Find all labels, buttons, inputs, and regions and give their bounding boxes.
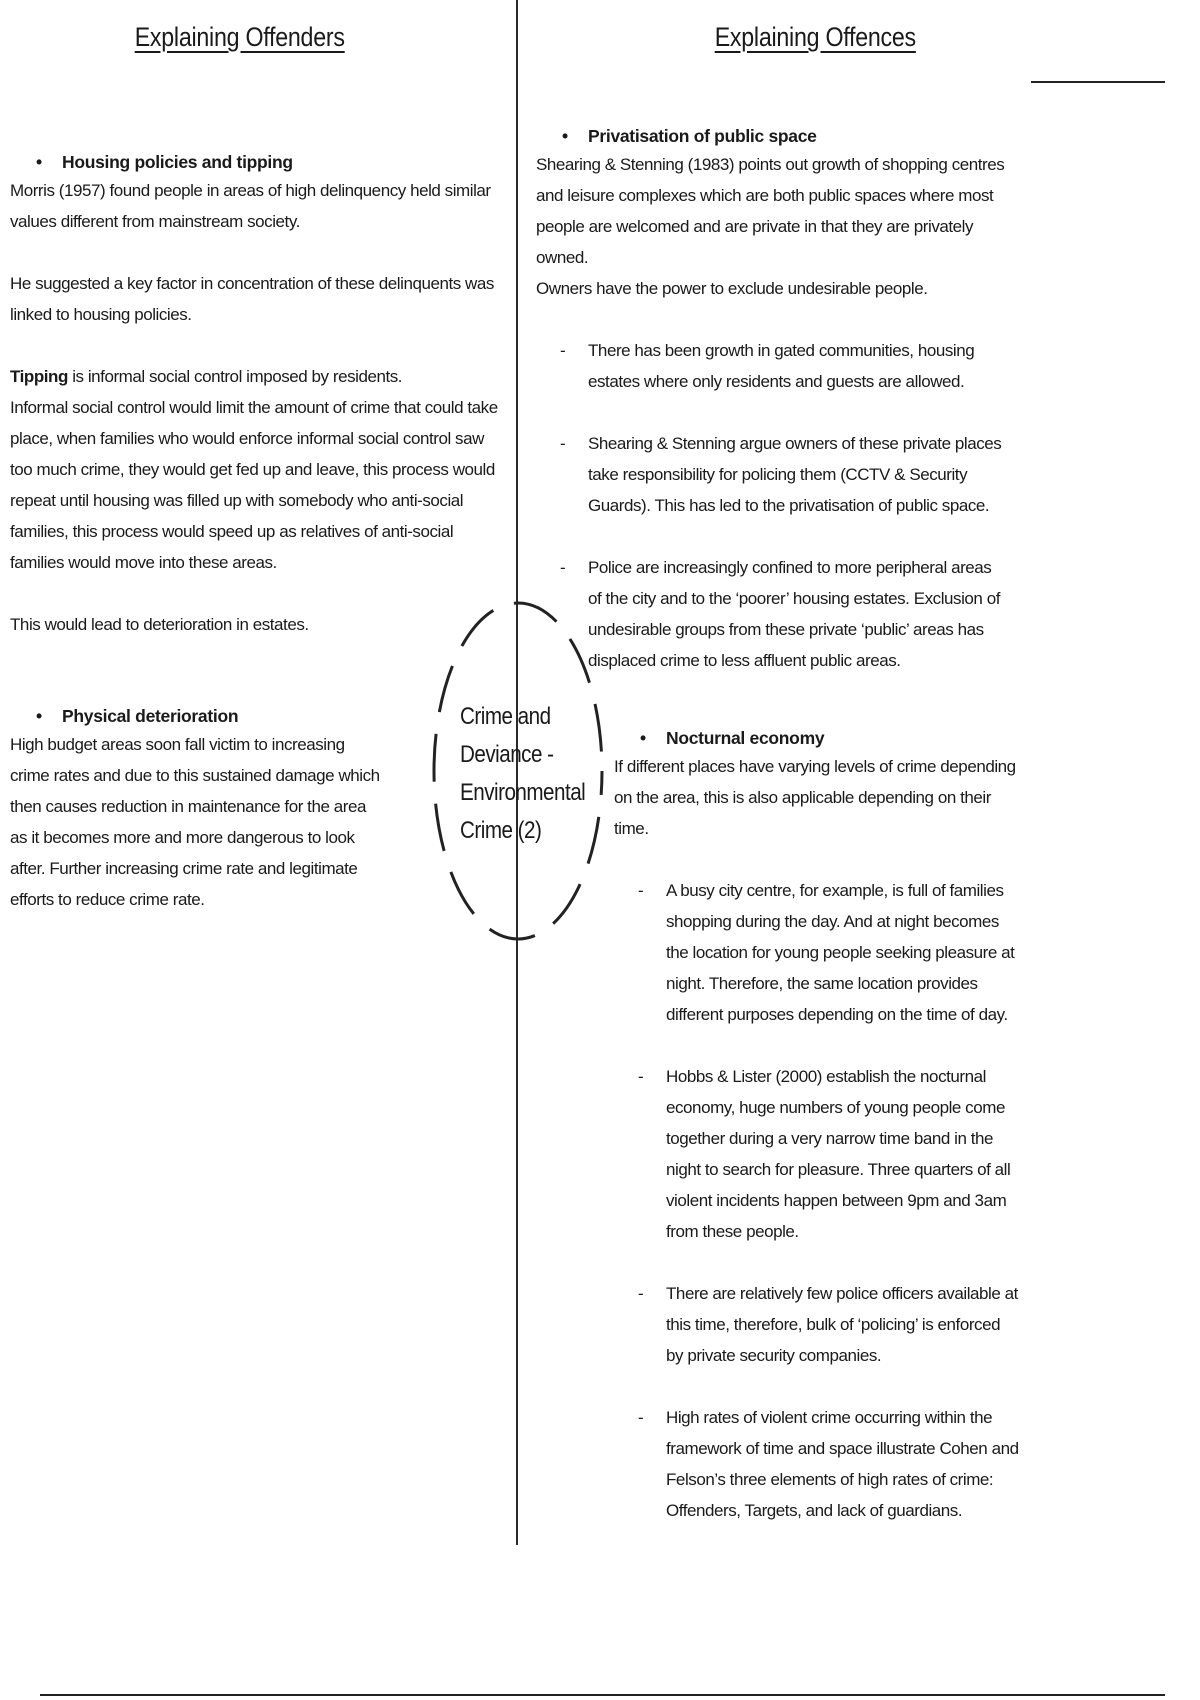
sub-point: - Shearing & Stenning argue owners of these private places take responsibility for policing them (CCTV & Security Guards). This has led to the privatisation of public space. <box>588 428 1008 521</box>
section-title: • Nocturnal economy <box>614 725 1024 751</box>
dash-icon: - <box>638 1408 644 1427</box>
bullet-icon: • <box>36 706 42 726</box>
sub-point: - There has been growth in gated communities, housing estates where only residents and guests are allowed. <box>588 335 1008 397</box>
section-title: • Privatisation of public space <box>536 123 1016 149</box>
top-right-rule <box>1031 81 1165 83</box>
left-section-deterioration <box>10 703 380 915</box>
bullet-icon: • <box>36 152 42 172</box>
dash-icon: - <box>560 434 566 453</box>
right-heading: Explaining Offences <box>714 22 916 52</box>
dash-icon: - <box>638 1284 644 1303</box>
paragraph: Shearing & Stenning (1983) points out growth of shopping centres and leisure complexes which are both public spaces where most people are welcomed and are private in that they are privately owned. <box>536 155 1005 267</box>
sub-point: - There are relatively few police officers available at this time, therefore, bulk of ‘policing’ is enforced by private security companies. <box>666 1278 1021 1371</box>
center-title: Crime and Deviance - Environmental Crime (2) <box>460 703 586 844</box>
section-title: • Physical deterioration <box>10 703 380 729</box>
sub-point: - Hobbs & Lister (2000) establish the nocturnal economy, huge numbers of young people come together during a very narrow time band in the night to search for pleasure. Three quarters of all violent incidents happen between 9pm and 3am from these people. <box>666 1061 1021 1247</box>
paragraph: If different places have varying levels of crime depending on the area, this is also applicable depending on their time. <box>614 757 1016 838</box>
sub-points <box>638 875 1021 1526</box>
sub-point: - High rates of violent crime occurring within the framework of time and space illustrate Cohen and Felson’s three elements of high rates of crime: Offenders, Targets, and lack of guardians. <box>666 1402 1021 1526</box>
right-section-privatisation <box>536 123 1016 676</box>
left-heading: Explaining Offenders <box>134 22 345 52</box>
bullet-icon: • <box>562 126 568 146</box>
paragraph: High budget areas soon fall victim to increasing crime rates and due to this sustained damage which then causes reduction in maintenance for the area as it becomes more and more dangerous to look after. Further increasing crime rate and legitimate efforts to reduce crime rate. <box>10 735 380 909</box>
paragraph: He suggested a key factor in concentration of these delinquents was linked to housing policies. <box>10 274 494 324</box>
bullet-icon: • <box>640 728 646 748</box>
paragraph: Owners have the power to exclude undesirable people. <box>536 279 928 298</box>
sub-point: - A busy city centre, for example, is full of families shopping during the day. And at night becomes the location for young people seeking pleasure at night. Therefore, the same location provides different purposes depending on the time of day. <box>666 875 1021 1030</box>
paragraph: Morris (1957) found people in areas of high delinquency held similar values different from mainstream society. <box>10 181 491 231</box>
sub-points <box>560 335 1008 676</box>
dash-icon: - <box>560 341 566 360</box>
term-tipping: Tipping <box>10 367 68 386</box>
bottom-rule <box>40 1694 1165 1696</box>
paragraph: Informal social control would limit the amount of crime that could take place, when families who would enforce informal social control saw too much crime, they would get fed up and leave, this process would repeat until housing was filled up with somebody who anti-social families, this process would speed up as relatives of anti-social families would move into these areas. <box>10 398 498 572</box>
dash-icon: - <box>560 558 566 577</box>
left-section-housing <box>10 149 498 640</box>
right-section-nocturnal <box>614 725 1024 1526</box>
paragraph: This would lead to deterioration in estates. <box>10 615 309 634</box>
dash-icon: - <box>638 1067 644 1086</box>
dash-icon: - <box>638 881 644 900</box>
paragraph: Tipping is informal social control imposed by residents. <box>10 367 403 386</box>
section-title: • Housing policies and tipping <box>10 149 498 175</box>
sub-point: - Police are increasingly confined to more peripheral areas of the city and to the ‘poorer’ housing estates. Exclusion of undesirable groups from these private ‘public’ areas has displaced crime to less affluent public areas. <box>588 552 1008 676</box>
